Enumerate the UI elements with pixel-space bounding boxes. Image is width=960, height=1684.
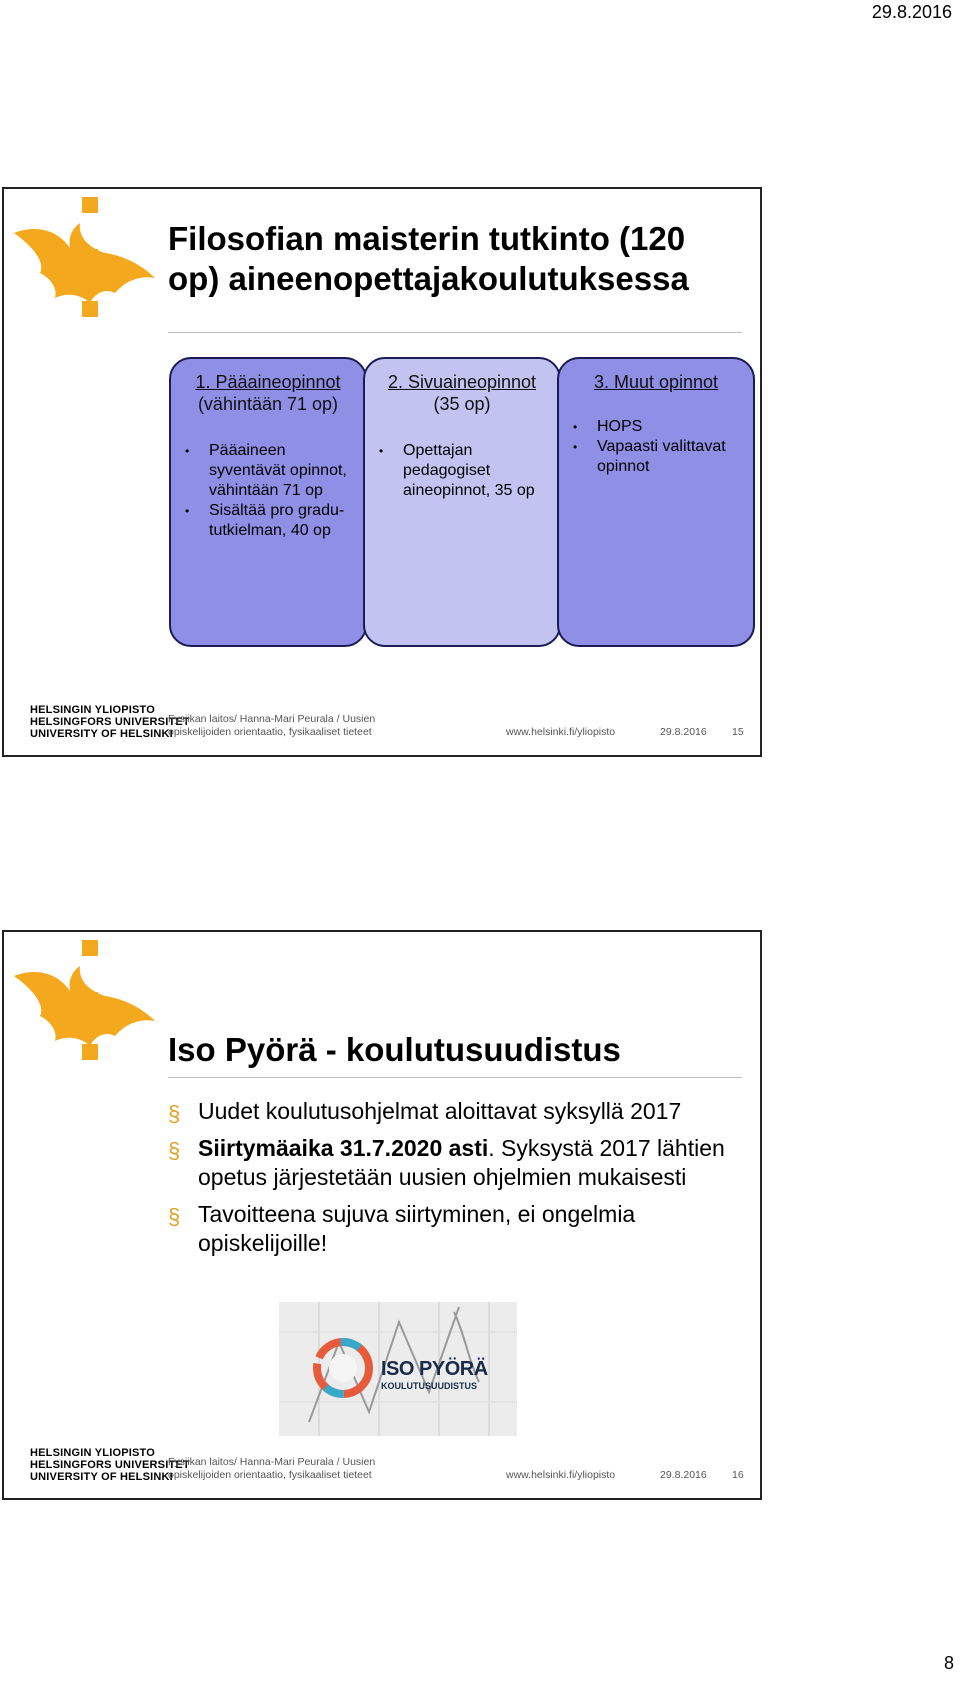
page-date: 29.8.2016: [871, 2, 952, 22]
iso-pyora-logo-title: ISO PYÖRÄ: [381, 1358, 488, 1380]
bullet-text-bold: Tavoitteena sujuva siirtyminen, ei ongelmia opiskelijoille!: [198, 1201, 636, 1256]
footer-slide-number: 16: [732, 1469, 744, 1481]
box-major-list: [171, 441, 365, 541]
footer-text: [168, 1456, 375, 1482]
slide-16: [2, 930, 762, 1500]
footer-uni-line-3: UNIVERSITY OF HELSINKI: [30, 728, 173, 740]
footer-url: www.helsinki.fi/yliopisto: [506, 1469, 616, 1481]
section-mark-icon: §: [168, 1204, 181, 1229]
list-item: • Vapaasti valittavat opinnot: [597, 437, 753, 477]
box-minor-heading: [365, 371, 559, 415]
section-mark-icon: §: [168, 1138, 181, 1163]
footer-uni-line-2: HELSINGFORS UNIVERSITET: [30, 1459, 190, 1471]
box-other-list: [559, 417, 753, 477]
bullet-text: . Syksystä 2017 lähtien opetus järjestetään uusien ohjelmien mukaisesti: [198, 1135, 725, 1190]
box-major-heading-line-1: 1. Pääaineopinnot: [195, 372, 341, 392]
box-other-heading: [559, 371, 753, 393]
section-mark-icon: §: [168, 1101, 181, 1126]
footer-text-line-1: Fysiikan laitos/ Hanna-Mari Peurala / Uusien: [168, 713, 376, 725]
university-flame-logo: [10, 936, 160, 1086]
footer-uni-line-1: HELSINGIN YLIOPISTO: [30, 1447, 156, 1459]
slide-title-line-1: Filosofian maisterin tutkinto (120: [168, 220, 686, 257]
bullet-text-bold: Siirtymäaika 31.7.2020 asti: [198, 1135, 489, 1161]
title-divider: [168, 332, 742, 333]
list-item: • Sisältää pro gradu-tutkielman, 40 op: [209, 501, 365, 541]
footer-university-name: [30, 1447, 190, 1483]
list-item: [168, 1097, 748, 1126]
list-item: [168, 1200, 748, 1258]
title-divider: [168, 1077, 742, 1078]
iso-pyora-logo-subtitle: KOULUTUSUUDISTUS: [381, 1381, 477, 1391]
box-minor-list: [365, 441, 559, 501]
iso-pyora-logo-image: [279, 1302, 517, 1436]
list-item: • Pääaineen syventävät opinnot, vähintään 71 op: [209, 441, 365, 501]
footer-text-line-2: opiskelijoiden orientaatio, fysikaaliset tieteet: [168, 1469, 372, 1481]
footer-date: 29.8.2016: [660, 1469, 707, 1481]
box-major-heading: [171, 371, 365, 415]
box-other-studies: [557, 357, 755, 647]
slide-title: [168, 219, 689, 299]
footer-text-line-2: opiskelijoiden orientaatio, fysikaaliset tieteet: [168, 726, 372, 738]
footer-slide-number: 15: [732, 726, 744, 738]
slide-15: [2, 187, 762, 757]
footer-date: 29.8.2016: [660, 726, 707, 738]
slide-title: Iso Pyörä - koulutusuudistus: [168, 1031, 621, 1068]
footer-uni-line-1: HELSINGIN YLIOPISTO: [30, 704, 156, 716]
footer-uni-line-2: HELSINGFORS UNIVERSITET: [30, 716, 190, 728]
box-major-heading-line-2: (vähintään 71 op): [197, 394, 339, 414]
box-major-studies: [169, 357, 367, 647]
footer-uni-line-3: UNIVERSITY OF HELSINKI: [30, 1471, 173, 1483]
footer-text-line-1: Fysiikan laitos/ Hanna-Mari Peurala / Uusien: [168, 1456, 376, 1468]
slide-title-line-2: op) aineenopettajakoulutuksessa: [168, 260, 689, 297]
page-number: 8: [943, 1653, 954, 1673]
box-minor-studies: [363, 357, 561, 647]
bullet-text: Uudet koulutusohjelmat aloittavat syksyllä 2017: [198, 1098, 682, 1124]
university-flame-logo: [10, 193, 160, 343]
list-item: [168, 1134, 748, 1192]
bullet-list: [168, 1097, 748, 1266]
box-minor-heading-line-1: 2. Sivuaineopinnot: [387, 372, 537, 392]
box-minor-heading-line-2: (35 op): [433, 394, 491, 414]
box-other-heading-line-1: 3. Muut opinnot: [593, 372, 719, 392]
list-item: • HOPS: [597, 417, 753, 437]
footer-text: [168, 713, 375, 739]
list-item: • Opettajan pedagogiset aineopinnot, 35 op: [403, 441, 559, 501]
footer-url: www.helsinki.fi/yliopisto: [506, 726, 616, 738]
footer-university-name: [30, 704, 190, 740]
